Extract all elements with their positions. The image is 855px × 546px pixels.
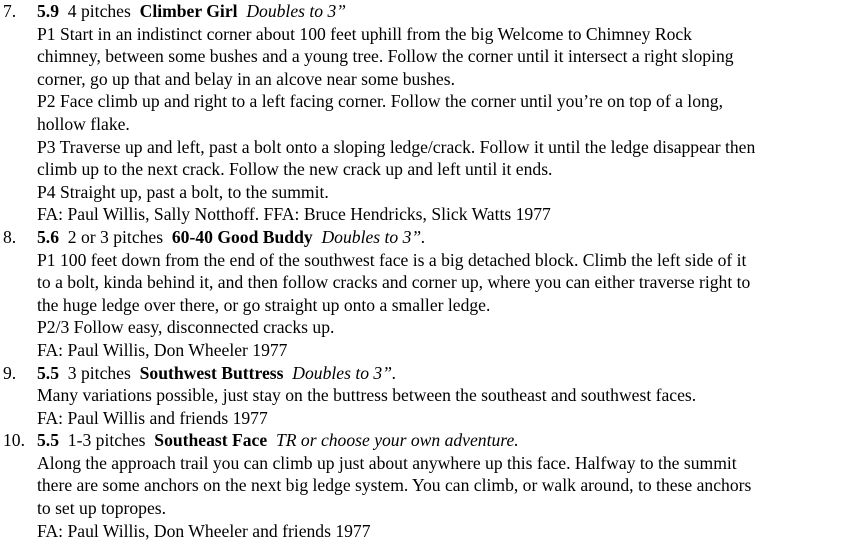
route-description-line: P2/3 Follow easy, disconnected cracks up. [37,317,335,338]
route-gear-note: Doubles to 3” [246,1,347,21]
route-description-line: P4 Straight up, past a bolt, to the summit. [37,181,329,202]
route-heading [0,429,855,452]
route-name: Climber Girl [139,1,238,21]
route-name: 60-40 Good Buddy [171,226,313,247]
route-description-line: chimney, between some bushes and a young tree. Follow the corner until it intersect a right sloping [37,46,734,67]
route-description-line: climb up to the next crack. Follow the new crack up and left until it ends. [37,159,553,180]
route-description-line: P3 Traverse up and left, past a bolt onto a sloping ledge/crack. Follow it until the ledge disappear then [37,136,756,157]
route-pitches: 2 or 3 pitches [67,226,164,247]
route-grade: 5.5 [37,430,59,451]
route-number: 10. [3,430,25,451]
route-item [0,0,855,226]
route-first-ascent: FA: Paul Willis, Don Wheeler 1977 [37,339,288,360]
route-description-line: P2 Face climb up and right to a left facing corner. Follow the corner until you’re on top of a long, [37,91,723,112]
route-description-line: to set up topropes. [37,498,167,519]
route-item [0,226,855,362]
route-number: 9. [3,362,17,383]
route-description-line: P1 100 feet down from the end of the southwest face is a big detached block. Climb the left side of it [37,249,747,270]
route-description-line: P1 Start in an indistinct corner about 100 feet uphill from the big Welcome to Chimney Rock [37,23,692,44]
route-first-ascent: FA: Paul Willis, Don Wheeler and friends 1977 [37,520,371,541]
route-description-line: to a bolt, kinda behind it, and then follow cracks and corner up, where you can either traverse right to [37,272,751,293]
route-description-line: the huge ledge over there, or go straight up onto a smaller ledge. [37,294,491,315]
route-grade: 5.9 [37,1,59,21]
route-name: Southwest Buttress [139,362,284,383]
route-grade: 5.6 [37,226,59,247]
route-item [0,429,855,542]
route-item [0,362,855,430]
route-heading [0,362,855,385]
route-name: Southeast Face [154,430,268,451]
route-number: 7. [3,1,17,21]
route-description-line: Along the approach trail you can climb up just about anywhere up this face. Halfway to the summit [37,452,737,473]
route-first-ascent: FA: Paul Willis, Sally Notthoff. FFA: Bruce Hendricks, Slick Watts 1977 [37,204,551,225]
route-pitches: 1-3 pitches [67,430,146,451]
route-gear-note: Doubles to 3”. [321,226,426,247]
route-gear-note: Doubles to 3”. [292,362,397,383]
route-heading [0,0,855,23]
route-number: 8. [3,226,17,247]
route-grade: 5.5 [37,362,59,383]
route-pitches: 4 pitches [67,1,131,21]
route-description-line: there are some anchors on the next big ledge system. You can climb, or walk around, to these anchors [37,475,752,496]
route-description-line: corner, go up that and belay in an alcove near some bushes. [37,68,455,89]
route-description-line: Many variations possible, just stay on the buttress between the southeast and southwest faces. [37,385,697,406]
route-first-ascent: FA: Paul Willis and friends 1977 [37,407,268,428]
route-pitches: 3 pitches [67,362,131,383]
route-description-line: hollow flake. [37,113,130,134]
route-gear-note: TR or choose your own adventure. [275,430,519,451]
route-heading [0,226,855,249]
